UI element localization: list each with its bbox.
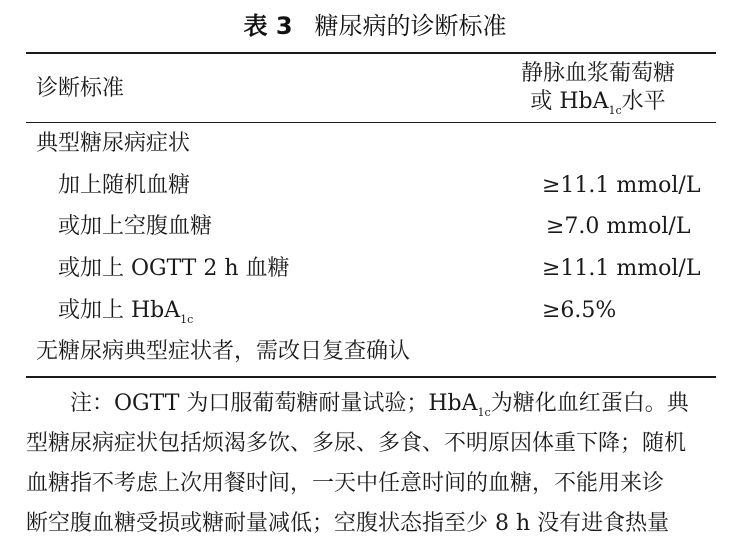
row-typical-symptoms: 典型糖尿病症状 <box>36 131 191 156</box>
header-rule <box>26 122 716 123</box>
table-number: 表 3 <box>243 12 293 40</box>
bottom-rule <box>26 376 716 378</box>
row-fasting-glucose-label: 或加上空腹血糖 <box>58 214 213 239</box>
row-no-symptoms: 无糖尿病典型症状者，需改日复查确认 <box>36 339 411 364</box>
row-fasting-glucose-value: ≥7.0 mmol/L <box>546 214 691 239</box>
header-glucose-level <box>500 60 696 116</box>
table-title <box>0 8 750 44</box>
table-title-text: 糖尿病的诊断标准 <box>314 12 507 40</box>
footnote-line-1: 注：OGTT 为口服葡萄糖耐量试验；HbA$_{1c}$为糖化血红蛋白。典 <box>70 391 689 419</box>
row-random-glucose-label: 加上随机血糖 <box>58 173 191 198</box>
top-rule <box>26 52 716 54</box>
row-hba1c-value: ≥6.5% <box>542 298 617 323</box>
footnote-line-3: 血糖指不考虑上次用餐时间，一天中任意时间的血糖，不能用来诊 <box>26 471 665 496</box>
footnote-line-4: 断空腹血糖受损或糖耐量减低；空腹状态指至少 8 h 没有进食热量 <box>26 511 670 536</box>
header-criteria: 诊断标准 <box>36 76 125 101</box>
footnote-line-2: 型糖尿病症状包括烦渴多饮、多尿、多食、不明原因体重下降；随机 <box>26 431 687 456</box>
table-footnote <box>26 384 726 544</box>
row-ogtt-label: 或加上 OGTT 2 h 血糖 <box>58 256 290 281</box>
row-ogtt-value: ≥11.1 mmol/L <box>542 256 701 281</box>
header-glucose-line2: 或 HbA$_{1c}$水平 <box>530 89 666 117</box>
row-hba1c-label: 或加上 HbA$_{1c}$ <box>58 298 194 326</box>
row-random-glucose-value: ≥11.1 mmol/L <box>542 173 701 198</box>
header-glucose-line1: 静脉血浆葡萄糖 <box>520 61 675 86</box>
